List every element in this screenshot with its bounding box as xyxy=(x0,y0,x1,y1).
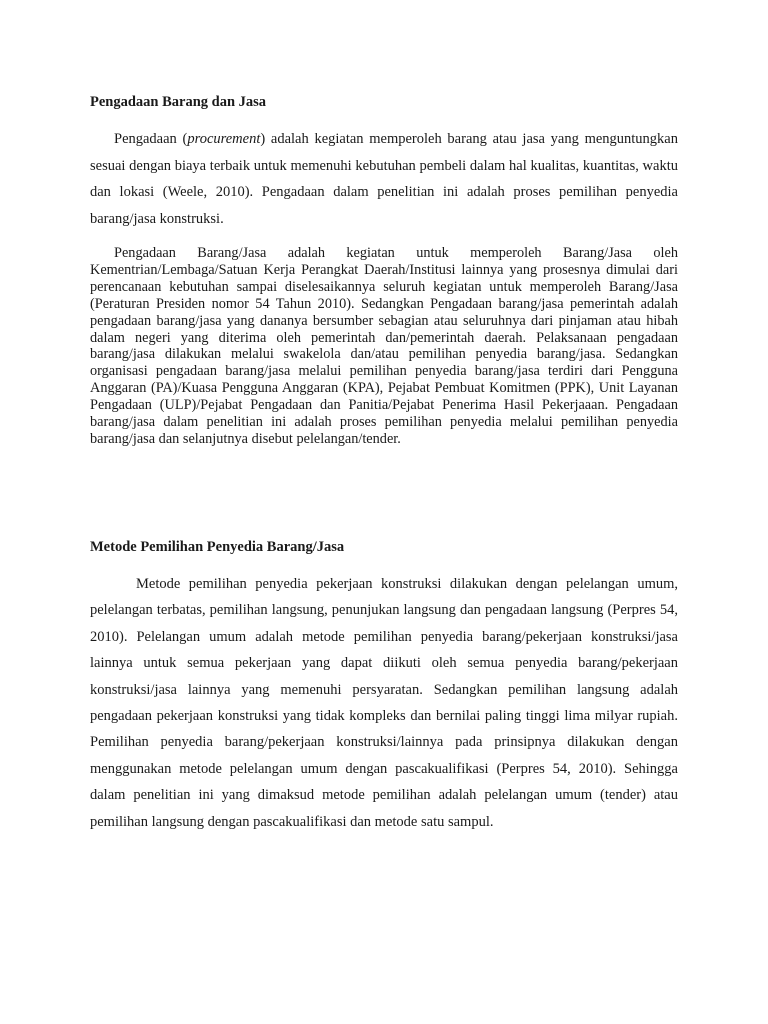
paragraph-text-start: Pengadaan ( xyxy=(114,131,188,147)
section-heading-metode: Metode Pemilihan Penyedia Barang/Jasa xyxy=(90,539,345,555)
paragraph-text-rest: ) adalah kegiatan memperoleh barang atau jasa yang menguntungkan sesuai dengan biaya terbaik untuk memenuhi kebutuhan pembeli dalam hal kualitas, kuantitas, waktu dan lokasi (Weele, 2010). Pengadaan dalam penelitian ini adalah proses pemilihan penyedia barang/jasa konstruksi. xyxy=(90,131,678,227)
paragraph-pengadaan-barang-jasa: Pengadaan Barang/Jasa adalah kegiatan untuk memperoleh Barang/Jasa oleh Kementrian/Lembaga/Satuan Kerja Perangkat Daerah/Institusi lainnya yang prosesnya dimulai dari perencanaan kebutuhan sampai diselesaikannya seluruh kegiatan untuk memperoleh Barang/Jasa (Peraturan Presiden nomor 54 Tahun 2010). Sedangkan Pengadaan barang/jasa pemerintah adalah pengadaan barang/jasa yang dananya bersumber sebagian atau seluruhnya dari pinjaman atau hibah dalam negeri yang diterima oleh pemerintah dan/pemerintah daerah. Pelaksanaan pengadaan barang/jasa dilakukan melalui swakelola dan/atau pemilihan penyedia barang/jasa. Sedangkan organisasi pengadaan barang/jasa melalui pemilihan penyedia barang/jasa terdiri dari Pengguna Anggaran (PA)/Kuasa Pengguna Anggaran (KPA), Pejabat Pembuat Komitmen (PPK), Unit Layanan Pengadaan (ULP)/Pejabat Pengadaan dan Panitia/Pejabat Penerima Hasil Pekerjaaan. Pengadaan barang/jasa dalam penelitian ini adalah proses pemilihan penyedia melalui pemilihan penyedia barang/jasa dan selanjutnya disebut pelelangan/tender. xyxy=(90,245,678,447)
italic-term-procurement: procurement xyxy=(187,131,261,147)
paragraph-procurement-definition xyxy=(90,126,678,232)
section-heading-pengadaan: Pengadaan Barang dan Jasa xyxy=(90,94,267,110)
paragraph-metode-pemilihan: Metode pemilihan penyedia pekerjaan konstruksi dilakukan dengan pelelangan umum, pelelangan terbatas, pemilihan langsung, penunjukan langsung dan pengadaan langsung (Perpres 54, 2010). Pelelangan umum adalah metode pemilihan penyedia barang/pekerjaan konstruksi/jasa lainnya untuk semua pekerjaan yang dapat diikuti oleh semua penyedia barang/pekerjaan konstruksi/jasa lainnya yang memenuhi persyaratan. Sedangkan pemilihan langsung adalah pengadaan pekerjaan konstruksi yang tidak kompleks dan bernilai paling tinggi lima milyar rupiah. Pemilihan penyedia barang/pekerjaan konstruksi/lainnya pada prinsipnya dilakukan dengan menggunakan metode pelelangan umum dengan pascakualifikasi (Perpres 54, 2010). Sehingga dalam penelitian ini yang dimaksud metode pemilihan adalah pelelangan umum (tender) atau pemilihan langsung dengan pascakualifikasi dan metode satu sampul. xyxy=(90,576,678,830)
